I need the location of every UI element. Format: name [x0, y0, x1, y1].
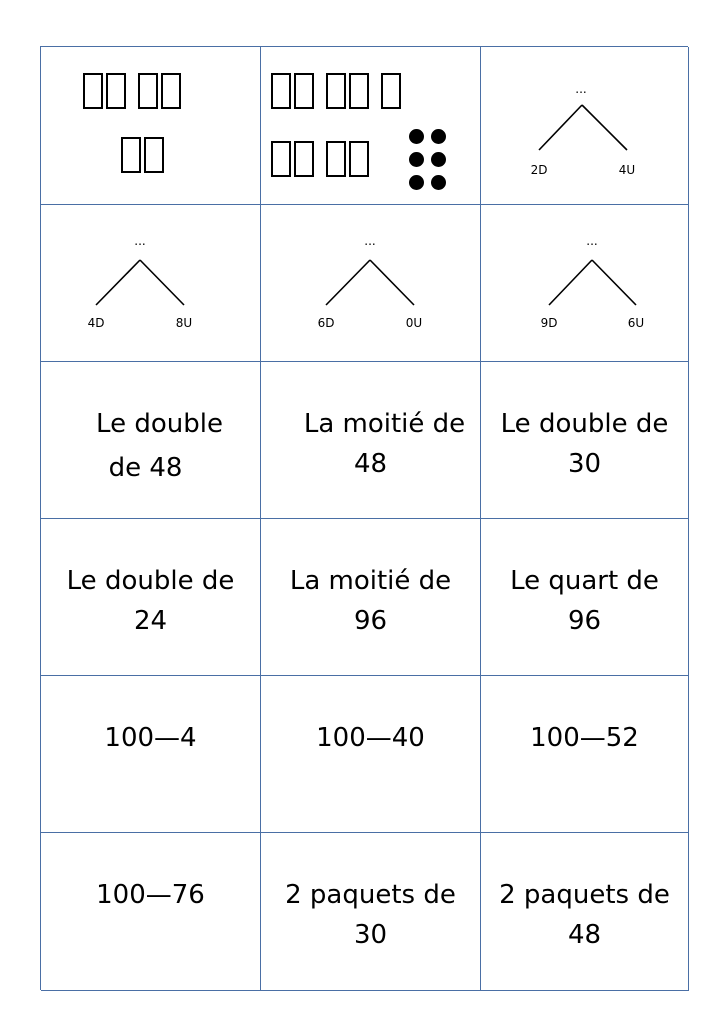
card-decomposition-2d-4u — [481, 47, 689, 205]
card-100-minus-4 — [41, 676, 261, 833]
tree-tens-label: 6D — [317, 316, 335, 330]
card-2-packs-of-30 — [261, 833, 481, 991]
missing-glyph-box — [349, 73, 369, 109]
tree-top-label: ... — [364, 234, 376, 248]
card-missing-glyphs-with-dots — [261, 47, 481, 205]
missing-glyph-box — [144, 137, 164, 173]
card-half-48 — [261, 362, 481, 519]
missing-glyph-line-2 — [121, 137, 164, 173]
six-dots-icon — [409, 129, 449, 191]
missing-glyph-box — [381, 73, 401, 109]
card-text-line-2: 30 — [567, 449, 602, 479]
missing-glyph-box — [326, 73, 346, 109]
decomposition-tree — [481, 205, 689, 362]
missing-glyph-box — [106, 73, 126, 109]
card-text-line-1: 2 paquets de — [285, 880, 456, 910]
missing-glyph-line-2 — [271, 141, 369, 177]
card-text-line-1: 100—40 — [316, 723, 425, 753]
card-text-line-2: 30 — [353, 920, 388, 950]
missing-glyph-box — [161, 73, 181, 109]
card-decomposition-9d-6u — [481, 205, 689, 362]
card-text-line-1: 100—76 — [96, 880, 205, 910]
card-double-24 — [41, 519, 261, 676]
card-double-30 — [481, 362, 689, 519]
tree-units-label: 0U — [405, 316, 423, 330]
card-text-line-1: 2 paquets de — [499, 880, 670, 910]
missing-glyph-box — [294, 73, 314, 109]
card-text-line-2: 48 — [567, 920, 602, 950]
tree-tens-label: 4D — [87, 316, 105, 330]
missing-glyph-box — [271, 73, 291, 109]
tree-units-label: 8U — [175, 316, 193, 330]
card-text-line-2: de 48 — [108, 453, 183, 483]
card-text-line-2: 96 — [353, 606, 388, 636]
tree-top-label: ... — [575, 82, 587, 96]
card-half-96 — [261, 519, 481, 676]
card-double-48 — [41, 362, 261, 519]
card-text-line-2: 96 — [567, 606, 602, 636]
card-text-line-1: 100—4 — [104, 723, 197, 753]
card-2-packs-of-48 — [481, 833, 689, 991]
card-100-minus-40 — [261, 676, 481, 833]
card-missing-glyphs — [41, 47, 261, 205]
card-100-minus-52 — [481, 676, 689, 833]
card-grid — [40, 46, 688, 990]
decomposition-tree — [41, 205, 261, 362]
card-text-line-1: Le quart de — [510, 566, 659, 596]
card-decomposition-6d-0u — [261, 205, 481, 362]
card-text-line-1: Le double — [96, 409, 223, 439]
missing-glyph-line-1 — [83, 73, 181, 109]
card-text-line-1: 100—52 — [530, 723, 639, 753]
missing-glyph-box — [121, 137, 141, 173]
missing-glyph-box — [271, 141, 291, 177]
card-quarter-96 — [481, 519, 689, 676]
card-text-line-2: 24 — [133, 606, 168, 636]
missing-glyph-box — [138, 73, 158, 109]
card-text-line-1: La moitié de — [303, 409, 466, 439]
tree-top-label: ... — [134, 234, 146, 248]
tree-top-label: ... — [586, 234, 598, 248]
missing-glyph-box — [294, 141, 314, 177]
tree-tens-label: 2D — [530, 163, 548, 177]
tree-units-label: 4U — [618, 163, 636, 177]
missing-glyph-box — [83, 73, 103, 109]
missing-glyph-box — [326, 141, 346, 177]
card-text-line-1: La moitié de — [289, 566, 452, 596]
card-text-line-2: 48 — [353, 449, 388, 479]
card-text-line-1: Le double de — [66, 566, 235, 596]
card-decomposition-4d-8u — [41, 205, 261, 362]
decomposition-tree — [481, 47, 689, 205]
card-100-minus-76 — [41, 833, 261, 991]
tree-tens-label: 9D — [540, 316, 558, 330]
missing-glyph-box — [349, 141, 369, 177]
tree-units-label: 6U — [627, 316, 645, 330]
card-text-line-1: Le double de — [500, 409, 669, 439]
decomposition-tree — [261, 205, 481, 362]
missing-glyph-line-1 — [271, 73, 401, 109]
